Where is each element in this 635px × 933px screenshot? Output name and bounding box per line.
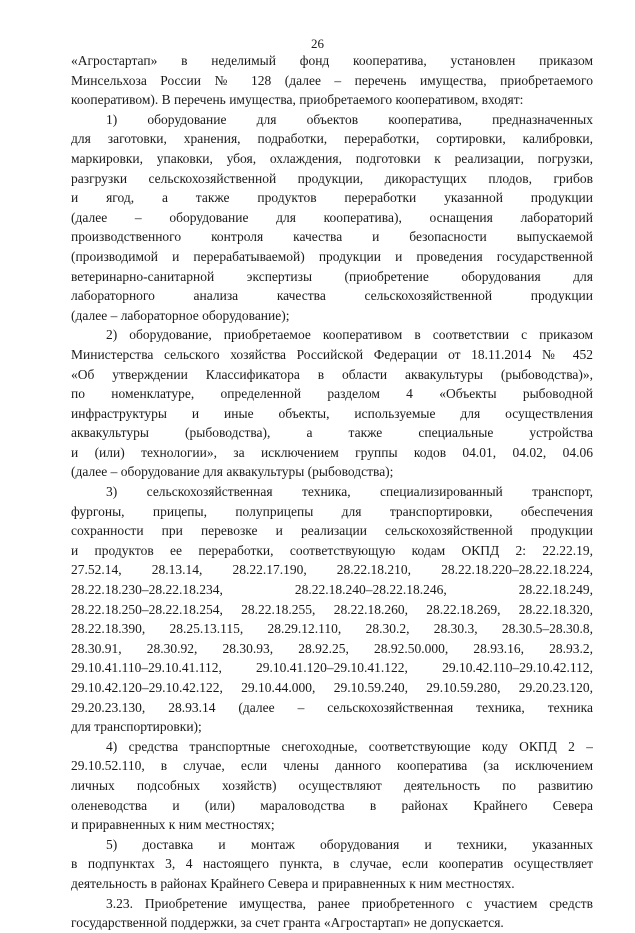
text-line: Министерства сельского хозяйства Российской Федерации от 18.11.2014 № 452 xyxy=(71,346,593,362)
text-line: по номенклатуре, определенной разделом 4 «Объекты рыбоводной xyxy=(71,386,593,402)
text-line: государственной поддержки, за счет гранта «Агростартап» не допускается. xyxy=(71,915,504,931)
text-line: маркировки, упаковки, убоя, охлаждения, подготовки к реализации, погрузки, xyxy=(71,150,593,166)
text-line: и продуктов ее переработки, соответствующую кодам ОКПД 2: 22.22.19, xyxy=(71,542,593,558)
text-line: Минсельхоза России № 128 (далее – перечень имущества, приобретаемого xyxy=(71,72,593,88)
text-line: 5) доставка и монтаж оборудования и техники, указанных xyxy=(106,836,593,852)
text-line: фургоны, прицепы, полуприцепы для транспортировки, обеспечения xyxy=(71,503,593,519)
text-line: в подпунктах 3, 4 настоящего пункта, в случае, если кооператив осуществляет xyxy=(71,856,593,872)
text-line: 28.22.18.230–28.22.18.234, 28.22.18.240–28.22.18.246, 28.22.18.249, xyxy=(71,582,593,598)
text-line: и приравненных к ним местностях; xyxy=(71,817,275,833)
text-line: 1) оборудование для объектов кооператива, предназначенных xyxy=(106,111,593,127)
text-line: ветеринарно-санитарной экспертизы (приобретение оборудования для xyxy=(71,268,593,284)
body-text xyxy=(71,51,593,933)
text-line: оленеводства и (или) мараловодства в районах Крайнего Севера xyxy=(71,797,593,813)
text-line: 2) оборудование, приобретаемое кооперативом в соответствии с приказом xyxy=(106,327,593,343)
text-line: «Агростартап» в неделимый фонд кооператива, установлен приказом xyxy=(71,53,593,68)
text-line: личных подсобных хозяйств) осуществляют деятельность по развитию xyxy=(71,777,593,793)
text-line: 4) средства транспортные снегоходные, соответствующие коду ОКПД 2 – xyxy=(106,738,593,754)
text-line: (далее – оборудование для аквакультуры (рыбоводства); xyxy=(71,464,394,480)
text-line: 3) сельскохозяйственная техника, специализированный транспорт, xyxy=(106,484,593,500)
text-line: 29.10.41.110–29.10.41.112, 29.10.41.120–29.10.41.122, 29.10.42.110–29.10.42.112, xyxy=(71,660,593,676)
text-line: для заготовки, хранения, подработки, переработки, сортировки, калибровки, xyxy=(71,131,593,147)
text-line: 28.30.91, 28.30.92, 28.30.93, 28.92.25, 28.92.50.000, 28.93.16, 28.93.2, xyxy=(71,640,593,656)
text-line: 29.10.42.120–29.10.42.122, 29.10.44.000, 29.10.59.240, 29.10.59.280, 29.20.23.120, xyxy=(71,680,593,695)
text-line: и (или) технологии», за исключением группы кодов 04.01, 04.02, 04.06 xyxy=(71,444,593,460)
text-line: разгрузки сельскохозяйственной продукции, дикорастущих плодов, грибов xyxy=(71,170,593,186)
text-line: (далее – оборудование для кооператива), оснащения лабораторий xyxy=(71,209,593,225)
text-line: инфраструктуры и иные объекты, используемые для осуществления xyxy=(71,405,593,421)
text-line: лабораторного анализа качества сельскохозяйственной продукции xyxy=(71,288,593,304)
text-line: (далее – лабораторное оборудование); xyxy=(71,307,290,323)
text-line: 27.52.14, 28.13.14, 28.22.17.190, 28.22.18.210, 28.22.18.220–28.22.18.224, xyxy=(71,562,593,578)
text-line: 3.23. Приобретение имущества, ранее приобретенного с участием средств xyxy=(106,895,593,911)
text-line: 28.22.18.390, 28.25.13.115, 28.29.12.110, 28.30.2, 28.30.3, 28.30.5–28.30.8, xyxy=(71,621,593,637)
text-line: 28.22.18.250–28.22.18.254, 28.22.18.255, 28.22.18.260, 28.22.18.269, 28.22.18.320, xyxy=(71,601,593,617)
text-line: кооперативом). В перечень имущества, приобретаемого кооперативом, входят: xyxy=(71,92,524,108)
text-line: сохранности при перевозке и реализации сельскохозяйственной продукции xyxy=(71,523,593,539)
text-line: аквакультуры (рыбоводства), а также специальные устройства xyxy=(71,425,593,441)
text-line: 29.20.23.130, 28.93.14 (далее – сельскохозяйственная техника, техника xyxy=(71,699,593,715)
text-line: «Об утверждении Классификатора в области аквакультуры (рыбоводства)», xyxy=(71,366,593,382)
text-line: производственного контроля качества и безопасности выпускаемой xyxy=(71,229,593,245)
text-line: для транспортировки); xyxy=(71,719,202,735)
text-line: (производимой и перерабатываемой) продукции и проведения государственной xyxy=(71,248,593,264)
text-line: и ягод, а также продуктов переработки указанной продукции xyxy=(71,190,593,206)
page-number: 26 xyxy=(311,36,324,51)
text-line: 29.10.52.110, в случае, если члены данного кооператива (за исключением xyxy=(71,758,593,774)
text-line: деятельность в районах Крайнего Севера и приравненных к ним местностях. xyxy=(71,875,515,891)
